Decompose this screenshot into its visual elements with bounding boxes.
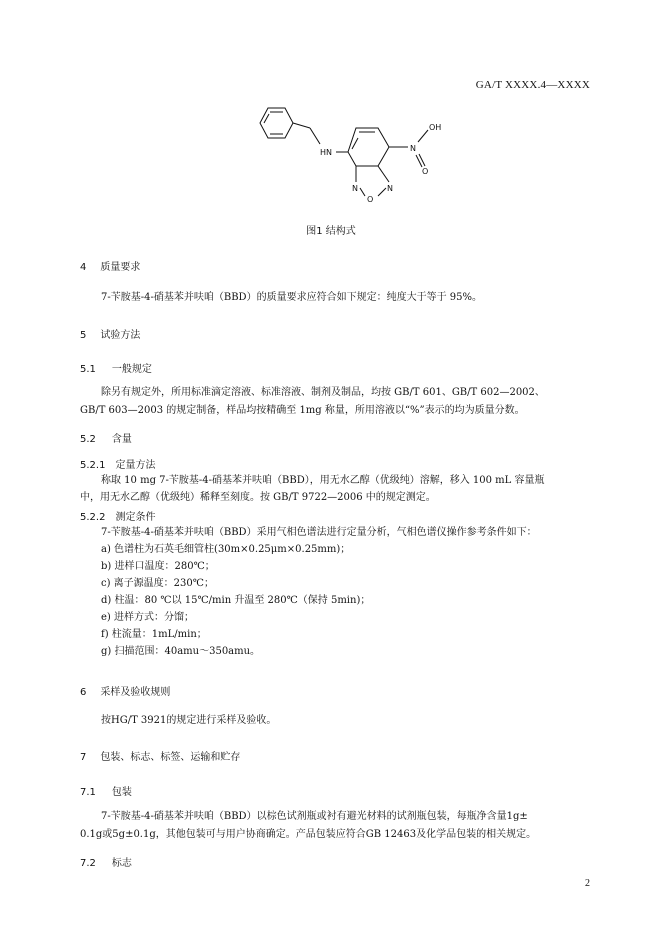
figure-caption: 图1 结构式 — [306, 226, 356, 237]
section-7-2-heading — [80, 854, 132, 869]
hydroxyl-oh-label: OH — [429, 123, 442, 132]
section-7-2-number: 7.2 — [80, 858, 96, 869]
section-5-title: 试验方法 — [100, 330, 141, 341]
section-7-title: 包装、标志、标签、运输和贮存 — [100, 752, 241, 763]
section-5-2-1-heading — [80, 456, 155, 471]
section-5-2-2-title: 测定条件 — [115, 512, 156, 523]
section-5-1-number: 5.1 — [80, 364, 96, 375]
section-5-2-title: 含量 — [111, 434, 132, 445]
condition-item-e: e) 进样方式：分馏； — [101, 612, 194, 623]
section-5-2-2-intro: 7-苄胺基-4-硝基苯并呋咱（BBD）采用气相色谱法进行定量分析，气相色谱仪操作参考条件如下： — [101, 527, 537, 538]
condition-item-f: f) 柱流量：1mL/min； — [101, 629, 207, 640]
section-5-2-2-heading — [80, 508, 155, 523]
furazan-n-left-label: N — [352, 184, 358, 193]
furazan-n-right-label: N — [387, 184, 393, 193]
section-7-1-title: 包装 — [111, 787, 132, 798]
section-5-number: 5 — [80, 330, 87, 341]
section-6-title: 采样及验收规则 — [100, 687, 171, 698]
condition-item-b: b) 进样口温度：280℃； — [101, 561, 215, 572]
section-5-2-number: 5.2 — [80, 434, 96, 445]
section-5-2-2-number: 5.2.2 — [80, 512, 106, 523]
condition-item-a: a) 色谱柱为石英毛细管柱(30m×0.25μm×0.25mm)； — [101, 544, 351, 555]
section-5-1-line-1: 除另有规定外，所用标准滴定溶液、标准溶液、制剂及制品，均按 GB/T 601、GB/T 602—2002、 — [101, 387, 545, 398]
section-5-2-1-title: 定量方法 — [115, 460, 156, 471]
nitro-n-label: N — [410, 144, 416, 153]
page-number: 2 — [585, 878, 590, 889]
section-7-1-line-2: 0.1g或5g±0.1g，其他包装可与用户协商确定。产品包装应符合GB 12463及化学品包装的相关规定。 — [80, 829, 537, 840]
standard-code-header: GA/T XXXX.4—XXXX — [475, 79, 590, 91]
section-7-1-line-1: 7-苄胺基-4-硝基苯并呋咱（BBD）以棕色试剂瓶或衬有避光材料的试剂瓶包装，每瓶净含量1g± — [101, 811, 528, 822]
section-5-2-heading — [80, 430, 132, 445]
section-5-2-1-line-1: 称取 10 mg 7-苄胺基-4-硝基苯并呋咱（BBD），用无水乙醇（优级纯）溶解，移入 100 mL 容量瓶 — [101, 475, 545, 486]
section-4-heading — [80, 258, 140, 273]
section-7-heading — [80, 748, 240, 763]
section-5-1-line-2: GB/T 603—2003 的规定制备，样品均按精确至 1mg 称量，所用溶液以“%”表示的均为质量分数。 — [80, 405, 525, 416]
section-4-number: 4 — [80, 262, 87, 273]
section-7-1-number: 7.1 — [80, 787, 96, 798]
nitro-o-label: O — [422, 167, 429, 176]
section-7-1-heading — [80, 783, 132, 798]
condition-item-c: c) 离子源温度：230℃； — [101, 578, 214, 589]
section-7-number: 7 — [80, 752, 87, 763]
section-4-title: 质量要求 — [100, 262, 141, 273]
furazan-o-label: O — [367, 195, 374, 204]
condition-item-d: d) 柱温：80 ℃以 15℃/min 升温至 280℃（保持 5min)； — [101, 595, 371, 606]
section-6-heading — [80, 683, 170, 698]
section-5-2-1-line-2: 中，用无水乙醇（优级纯）稀释至刻度。按 GB/T 9722—2006 中的规定测定。 — [80, 492, 436, 503]
section-4-paragraph: 7-苄胺基-4-硝基苯并呋咱（BBD）的质量要求应符合如下规定：纯度大于等于 95%。 — [101, 292, 482, 303]
section-7-2-title: 标志 — [111, 858, 132, 869]
section-5-1-heading — [80, 360, 152, 375]
section-5-2-1-number: 5.2.1 — [80, 460, 106, 471]
section-5-heading — [80, 326, 140, 341]
section-6-number: 6 — [80, 687, 87, 698]
condition-item-g: g) 扫描范围：40amu～350amu。 — [101, 646, 261, 657]
amine-nh-label: HN — [320, 148, 332, 157]
section-6-paragraph: 按HG/T 3921的规定进行采样及验收。 — [101, 715, 277, 726]
structural-formula-figure — [248, 100, 448, 220]
section-5-1-title: 一般规定 — [111, 364, 152, 375]
